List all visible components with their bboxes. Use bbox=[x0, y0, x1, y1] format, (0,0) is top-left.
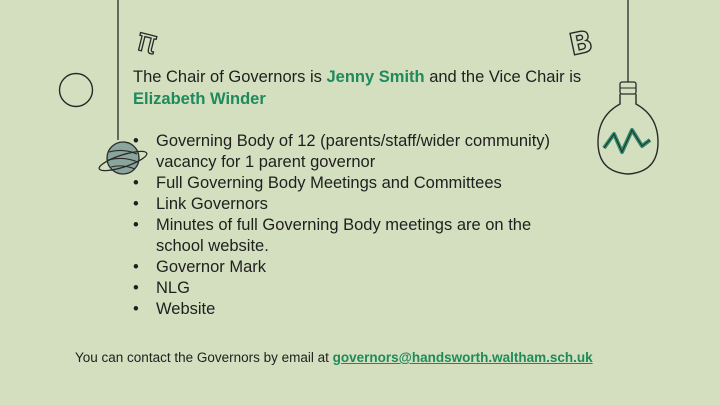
intro-prefix: The Chair of Governors is bbox=[133, 68, 327, 86]
list-item: • Governing Body of 12 (parents/staff/wider community) vacancy for 1 parent governor bbox=[133, 131, 583, 173]
list-item: • Link Governors bbox=[133, 194, 583, 215]
svg-text:B: B bbox=[566, 24, 596, 64]
list-item: • Minutes of full Governing Body meetings are on the school website. bbox=[133, 215, 583, 257]
chair-name: Jenny Smith bbox=[326, 68, 425, 86]
chair-intro-text bbox=[133, 66, 613, 110]
circle-icon bbox=[60, 74, 93, 107]
contact-footer bbox=[75, 349, 695, 367]
list-item: • NLG bbox=[133, 278, 583, 299]
governors-email-link[interactable]: governors@handsworth.waltham.sch.uk bbox=[332, 350, 593, 365]
governor-info-list bbox=[133, 131, 583, 320]
intro-middle: and the Vice Chair is bbox=[424, 68, 582, 86]
list-item: • Website bbox=[133, 299, 583, 320]
list-item: • Full Governing Body Meetings and Committees bbox=[133, 173, 583, 194]
b-letter-icon bbox=[566, 24, 596, 63]
vice-chair-name: Elizabeth Winder bbox=[133, 90, 266, 108]
list-item: • Governor Mark bbox=[133, 257, 583, 278]
pi-icon bbox=[133, 20, 161, 62]
svg-text:π: π bbox=[133, 20, 162, 62]
contact-text: You can contact the Governors by email at bbox=[75, 350, 333, 365]
